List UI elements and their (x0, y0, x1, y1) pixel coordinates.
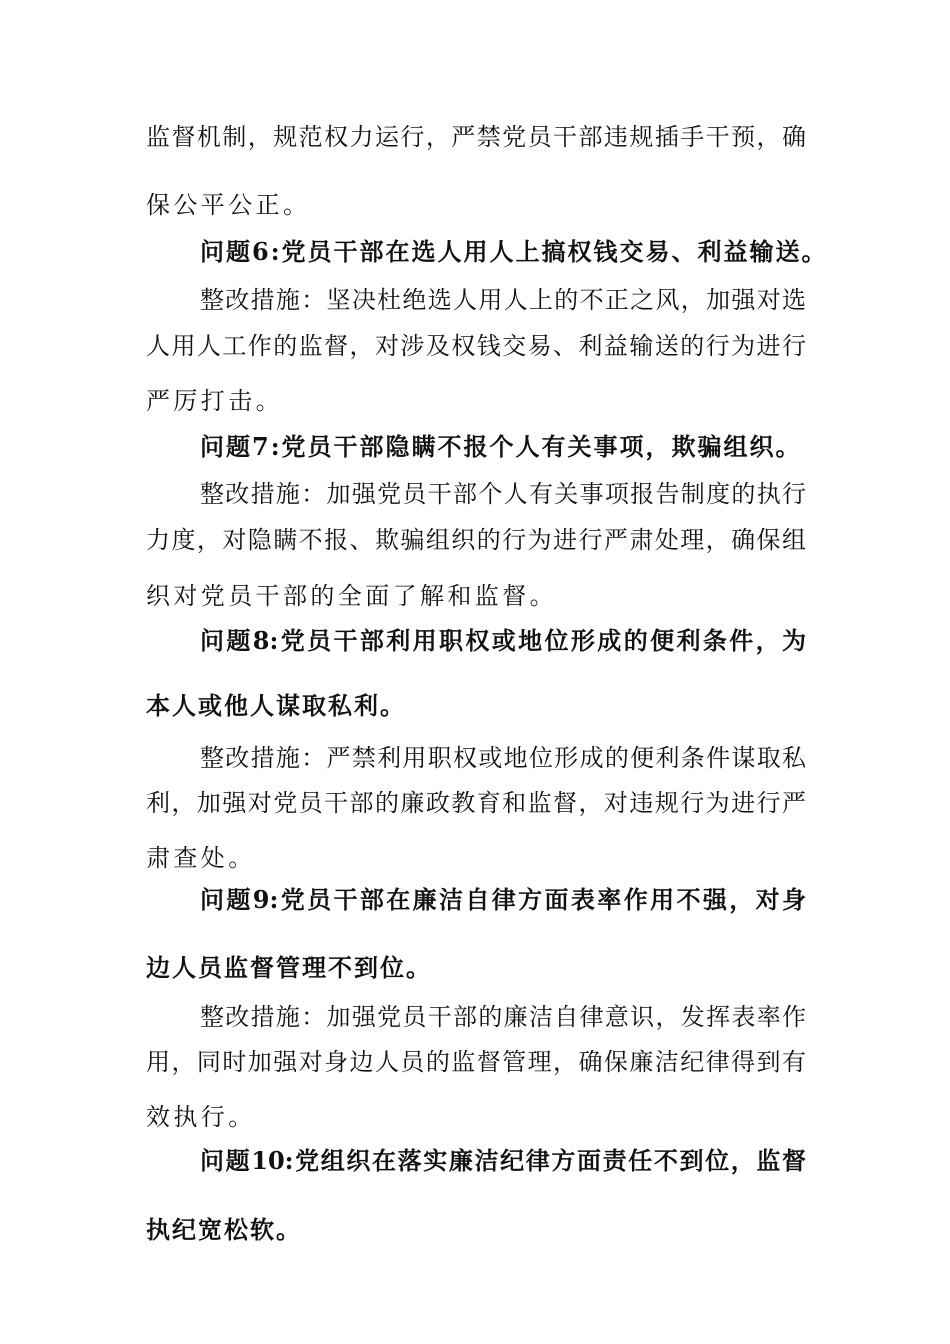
issue-8-heading-cont: 本人或他人谋取私利。 (146, 691, 406, 720)
measure-line: 肃查处。 (146, 844, 256, 872)
issue-8-heading: 问题8:党员干部利用职权或地位形成的便利条件，为 (200, 626, 806, 655)
measure-line: 效执行。 (146, 1103, 256, 1131)
measure-line: 用，同时加强对身边人员的监督管理，确保廉洁纪律得到有 (146, 1048, 806, 1076)
measure-line: 严厉打击。 (146, 387, 283, 415)
issue-9-heading-cont: 边人员监督管理不到位。 (146, 953, 432, 982)
body-line: 监督机制，规范权力运行，严禁党员干部违规插手干预，确 (146, 123, 806, 151)
body-line: 保公平公正。 (146, 191, 311, 219)
measure-line: 织对党员干部的全面了解和监督。 (146, 582, 557, 610)
measure-line: 人用人工作的监督，对涉及权钱交易、利益输送的行为进行 (146, 332, 806, 360)
issue-10-heading: 问题10:党组织在落实廉洁纪律方面责任不到位，监督 (200, 1146, 806, 1175)
measure-line: 整改措施：加强党员干部个人有关事项报告制度的执行 (200, 480, 806, 508)
issue-6-heading: 问题6:党员干部在选人用人上搞权钱交易、利益输送。 (200, 237, 828, 266)
issue-7-heading: 问题7:党员干部隐瞒不报个人有关事项，欺骗组织。 (200, 432, 802, 461)
measure-line: 整改措施：坚决杜绝选人用人上的不正之风，加强对选 (200, 286, 806, 314)
issue-10-heading-cont: 执纪宽松软。 (146, 1215, 302, 1244)
issue-9-heading: 问题9:党员干部在廉洁自律方面表率作用不强，对身 (200, 885, 806, 914)
measure-line: 利，加强对党员干部的廉政教育和监督，对违规行为进行严 (146, 789, 806, 817)
measure-line: 力度，对隐瞒不报、欺骗组织的行为进行严肃处理，确保组 (146, 526, 806, 554)
measure-line: 整改措施：严禁利用职权或地位形成的便利条件谋取私 (200, 744, 806, 772)
measure-line: 整改措施：加强党员干部的廉洁自律意识，发挥表率作 (200, 1003, 806, 1031)
